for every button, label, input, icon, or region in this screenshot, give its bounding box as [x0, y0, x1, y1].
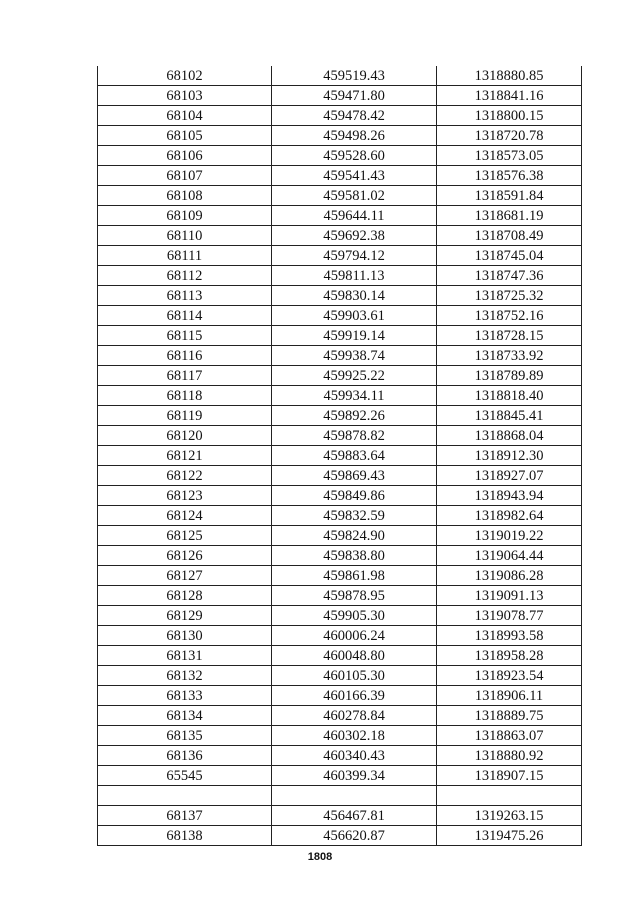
y-coordinate-cell: 1318591.84 [437, 186, 582, 206]
point-id-cell: 68110 [98, 226, 272, 246]
y-coordinate-cell: 1318708.49 [437, 226, 582, 246]
point-id-cell: 68107 [98, 166, 272, 186]
x-coordinate-cell: 459832.59 [272, 506, 437, 526]
x-coordinate-cell: 459498.26 [272, 126, 437, 146]
point-id-cell: 68123 [98, 486, 272, 506]
point-id-cell: 68117 [98, 366, 272, 386]
y-coordinate-cell: 1318733.92 [437, 346, 582, 366]
table-row [98, 246, 582, 266]
x-coordinate-cell: 459869.43 [272, 466, 437, 486]
point-id-cell: 68127 [98, 566, 272, 586]
y-coordinate-cell: 1318868.04 [437, 426, 582, 446]
table-row [98, 426, 582, 446]
point-id-cell: 68118 [98, 386, 272, 406]
point-id-cell: 68109 [98, 206, 272, 226]
x-coordinate-cell: 456620.87 [272, 826, 437, 846]
y-coordinate-cell: 1318573.05 [437, 146, 582, 166]
table-row [98, 726, 582, 746]
y-coordinate-cell: 1318907.15 [437, 766, 582, 786]
x-coordinate-cell: 459478.42 [272, 106, 437, 126]
table-row [98, 526, 582, 546]
table-row [98, 386, 582, 406]
point-id-cell: 68122 [98, 466, 272, 486]
point-id-cell: 68137 [98, 806, 272, 826]
point-id-cell: 68119 [98, 406, 272, 426]
table-row [98, 166, 582, 186]
y-coordinate-cell: 1318745.04 [437, 246, 582, 266]
x-coordinate-cell: 459861.98 [272, 566, 437, 586]
y-coordinate-cell: 1319019.22 [437, 526, 582, 546]
point-id-cell: 68129 [98, 606, 272, 626]
y-coordinate-cell: 1319086.28 [437, 566, 582, 586]
point-id-cell [98, 786, 272, 806]
x-coordinate-cell: 460340.43 [272, 746, 437, 766]
x-coordinate-cell: 460166.39 [272, 686, 437, 706]
point-id-cell: 68120 [98, 426, 272, 446]
table-row [98, 506, 582, 526]
y-coordinate-cell: 1318800.15 [437, 106, 582, 126]
x-coordinate-cell: 459824.90 [272, 526, 437, 546]
table-row [98, 66, 582, 86]
table-row [98, 86, 582, 106]
x-coordinate-cell: 459849.86 [272, 486, 437, 506]
table-row [98, 286, 582, 306]
x-coordinate-cell: 459934.11 [272, 386, 437, 406]
x-coordinate-cell: 459830.14 [272, 286, 437, 306]
table-row [98, 266, 582, 286]
y-coordinate-cell: 1318681.19 [437, 206, 582, 226]
y-coordinate-cell: 1318863.07 [437, 726, 582, 746]
table-row [98, 766, 582, 786]
table-row [98, 566, 582, 586]
x-coordinate-cell: 460006.24 [272, 626, 437, 646]
table-row [98, 486, 582, 506]
y-coordinate-cell: 1318747.36 [437, 266, 582, 286]
x-coordinate-cell: 459905.30 [272, 606, 437, 626]
x-coordinate-cell: 459811.13 [272, 266, 437, 286]
table-row [98, 806, 582, 826]
y-coordinate-cell: 1319263.15 [437, 806, 582, 826]
y-coordinate-cell: 1319078.77 [437, 606, 582, 626]
y-coordinate-cell: 1318880.85 [437, 66, 582, 86]
x-coordinate-cell: 459692.38 [272, 226, 437, 246]
x-coordinate-cell: 456467.81 [272, 806, 437, 826]
table-row [98, 146, 582, 166]
table-row [98, 586, 582, 606]
point-id-cell: 68126 [98, 546, 272, 566]
point-id-cell: 68124 [98, 506, 272, 526]
table-row [98, 546, 582, 566]
point-id-cell: 68131 [98, 646, 272, 666]
y-coordinate-cell: 1318728.15 [437, 326, 582, 346]
x-coordinate-cell: 459878.82 [272, 426, 437, 446]
x-coordinate-cell [272, 786, 437, 806]
y-coordinate-cell [437, 786, 582, 806]
y-coordinate-cell: 1318880.92 [437, 746, 582, 766]
y-coordinate-cell: 1318752.16 [437, 306, 582, 326]
point-id-cell: 68138 [98, 826, 272, 846]
y-coordinate-cell: 1318923.54 [437, 666, 582, 686]
table-row [98, 666, 582, 686]
x-coordinate-cell: 459519.43 [272, 66, 437, 86]
x-coordinate-cell: 459919.14 [272, 326, 437, 346]
point-id-cell: 68102 [98, 66, 272, 86]
x-coordinate-cell: 459925.22 [272, 366, 437, 386]
point-id-cell: 68104 [98, 106, 272, 126]
x-coordinate-cell: 459838.80 [272, 546, 437, 566]
point-id-cell: 68114 [98, 306, 272, 326]
table-row [98, 346, 582, 366]
point-id-cell: 68116 [98, 346, 272, 366]
point-id-cell: 68103 [98, 86, 272, 106]
x-coordinate-cell: 459541.43 [272, 166, 437, 186]
x-coordinate-cell: 459794.12 [272, 246, 437, 266]
table-row [98, 306, 582, 326]
y-coordinate-cell: 1319091.13 [437, 586, 582, 606]
coordinates-table [97, 66, 582, 846]
point-id-cell: 68108 [98, 186, 272, 206]
y-coordinate-cell: 1318906.11 [437, 686, 582, 706]
point-id-cell: 68132 [98, 666, 272, 686]
point-id-cell: 68113 [98, 286, 272, 306]
table-row [98, 646, 582, 666]
y-coordinate-cell: 1318982.64 [437, 506, 582, 526]
coordinates-table-body [98, 66, 582, 846]
x-coordinate-cell: 460278.84 [272, 706, 437, 726]
point-id-cell: 68135 [98, 726, 272, 746]
point-id-cell: 68128 [98, 586, 272, 606]
point-id-cell: 68130 [98, 626, 272, 646]
y-coordinate-cell: 1318912.30 [437, 446, 582, 466]
table-row [98, 126, 582, 146]
y-coordinate-cell: 1318576.38 [437, 166, 582, 186]
table-row [98, 406, 582, 426]
y-coordinate-cell: 1319064.44 [437, 546, 582, 566]
point-id-cell: 68133 [98, 686, 272, 706]
table-row [98, 686, 582, 706]
table-row [98, 366, 582, 386]
x-coordinate-cell: 460048.80 [272, 646, 437, 666]
table-row [98, 326, 582, 346]
x-coordinate-cell: 460399.34 [272, 766, 437, 786]
table-row [98, 226, 582, 246]
table-row [98, 746, 582, 766]
y-coordinate-cell: 1318993.58 [437, 626, 582, 646]
y-coordinate-cell: 1318720.78 [437, 126, 582, 146]
x-coordinate-cell: 459903.61 [272, 306, 437, 326]
y-coordinate-cell: 1318943.94 [437, 486, 582, 506]
table-row [98, 186, 582, 206]
y-coordinate-cell: 1318818.40 [437, 386, 582, 406]
table-row [98, 206, 582, 226]
table-row [98, 106, 582, 126]
point-id-cell: 68111 [98, 246, 272, 266]
x-coordinate-cell: 460302.18 [272, 726, 437, 746]
point-id-cell: 65545 [98, 766, 272, 786]
table-row [98, 606, 582, 626]
table-row [98, 626, 582, 646]
x-coordinate-cell: 459471.80 [272, 86, 437, 106]
y-coordinate-cell: 1318845.41 [437, 406, 582, 426]
y-coordinate-cell: 1319475.26 [437, 826, 582, 846]
point-id-cell: 68112 [98, 266, 272, 286]
y-coordinate-cell: 1318927.07 [437, 466, 582, 486]
x-coordinate-cell: 459892.26 [272, 406, 437, 426]
point-id-cell: 68105 [98, 126, 272, 146]
point-id-cell: 68125 [98, 526, 272, 546]
x-coordinate-cell: 460105.30 [272, 666, 437, 686]
y-coordinate-cell: 1318725.32 [437, 286, 582, 306]
point-id-cell: 68121 [98, 446, 272, 466]
x-coordinate-cell: 459581.02 [272, 186, 437, 206]
table-row [98, 706, 582, 726]
y-coordinate-cell: 1318841.16 [437, 86, 582, 106]
page-number: 1808 [307, 851, 333, 863]
table-row [98, 466, 582, 486]
table-row [98, 826, 582, 846]
y-coordinate-cell: 1318789.89 [437, 366, 582, 386]
point-id-cell: 68134 [98, 706, 272, 726]
table-row [98, 446, 582, 466]
x-coordinate-cell: 459878.95 [272, 586, 437, 606]
y-coordinate-cell: 1318958.28 [437, 646, 582, 666]
point-id-cell: 68106 [98, 146, 272, 166]
x-coordinate-cell: 459883.64 [272, 446, 437, 466]
point-id-cell: 68115 [98, 326, 272, 346]
x-coordinate-cell: 459644.11 [272, 206, 437, 226]
x-coordinate-cell: 459938.74 [272, 346, 437, 366]
table-row [98, 786, 582, 806]
y-coordinate-cell: 1318889.75 [437, 706, 582, 726]
point-id-cell: 68136 [98, 746, 272, 766]
x-coordinate-cell: 459528.60 [272, 146, 437, 166]
